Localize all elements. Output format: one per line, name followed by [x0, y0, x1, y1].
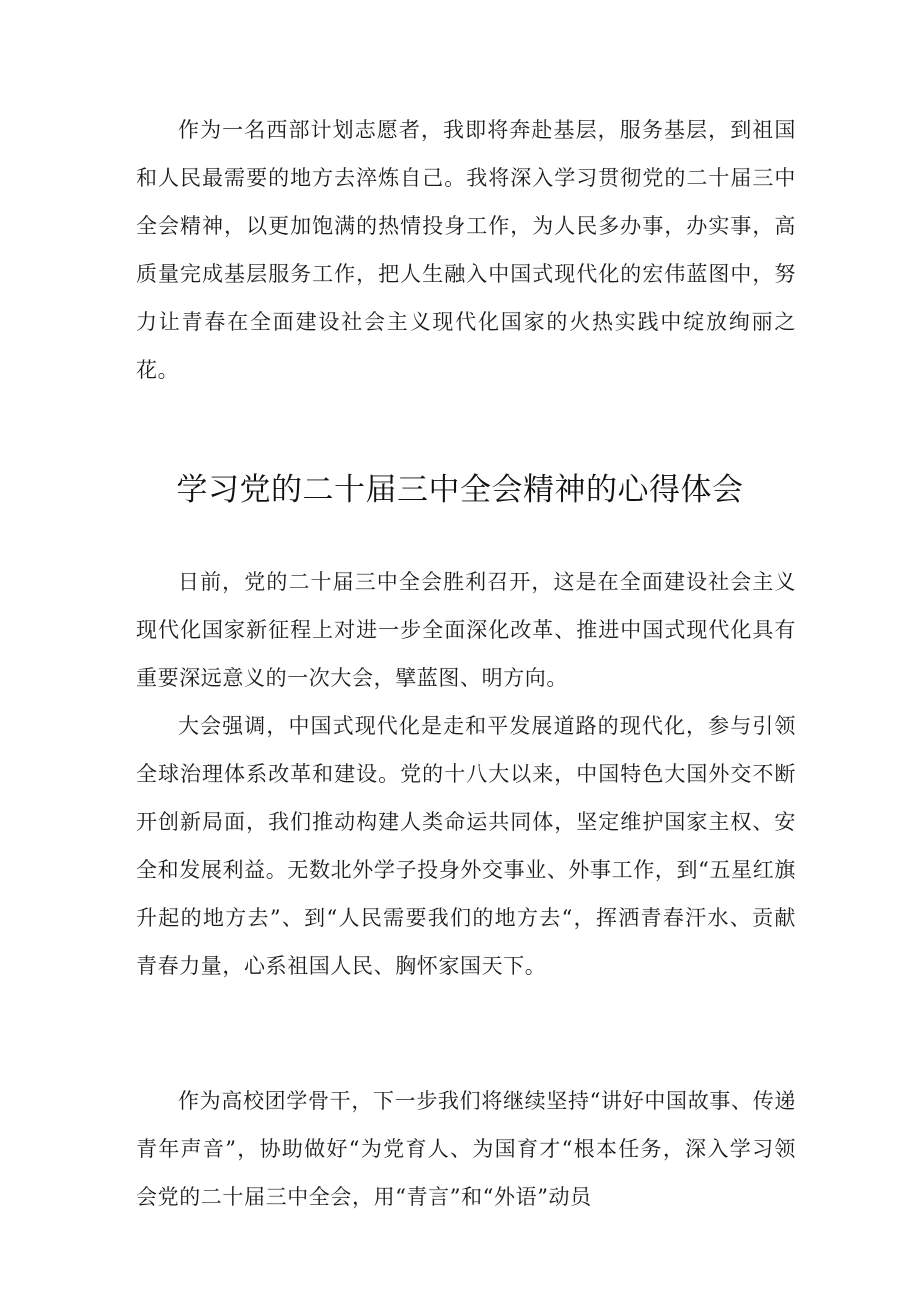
body-paragraph-3: 作为高校团学骨干，下一步我们将继续坚持“讲好中国故事、传递青年声音”，协助做好“为党育人、为国育才“根本任务，深入学习领会党的二十届三中全会，用“青言”和“外语”动员 — [136, 1089, 796, 1209]
body-paragraph-1: 日前，党的二十届三中全会胜利召开，这是在全面建设社会主义现代化国家新征程上对进一步全面深化改革、推进中国式现代化具有重要深远意义的一次大会，擘蓝图、明方向。 — [136, 570, 796, 690]
intro-paragraph: 作为一名西部计划志愿者，我即将奔赴基层，服务基层，到祖国和人民最需要的地方去淬炼自己。我将深入学习贯彻党的二十届三中全会精神，以更加饱满的热情投身工作，为人民多办事，办实事，高质量完成基层服务工作，把人生融入中国式现代化的宏伟蓝图中，努力让青春在全面建设社会主义现代化国家的火热实践中绽放绚丽之花。 — [136, 118, 796, 382]
body-paragraph-2: 大会强调，中国式现代化是走和平发展道路的现代化，参与引领全球治理体系改革和建设。党的十八大以来，中国特色大国外交不断开创新局面，我们推动构建人类命运共同体，坚定维护国家主权、安全和发展利益。无数北外学子投身外交事业、外事工作，到“五星红旗升起的地方去”、到“人民需要我们的地方去“，挥洒青春汗水、贡献青春力量，心系祖国人民、胸怀家国天下。 — [136, 714, 796, 978]
document-title: 学习党的二十届三中全会精神的心得体会 — [176, 472, 744, 508]
